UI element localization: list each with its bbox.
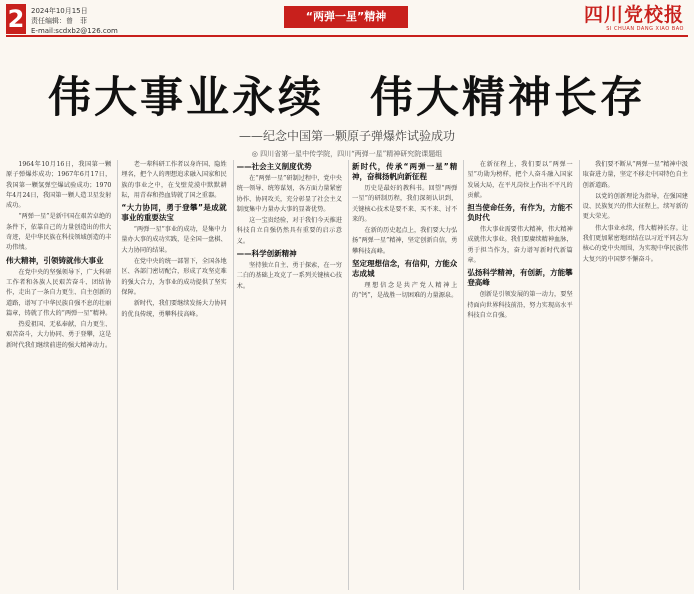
paper-name: 四川党校报 [583, 4, 684, 26]
issue-date: 2024年10月15日 [31, 7, 88, 15]
body-paragraph: 创新是引领发展的第一动力，要坚持面向世界科技前沿，努力实现高水平科技自立自强。 [467, 291, 573, 319]
body-paragraph: 在党中央的统一部署下，全国各地区、各部门密切配合，形成了攻坚克难的强大合力，为事业的成功提供了坚实保障。 [121, 258, 227, 296]
section-heading: ——科学创新精神 [236, 249, 297, 259]
body-paragraph: 在“两弹一星”研制过程中，党中央统一领导、统筹谋划，各方面力量紧密协作、协同攻关，充分彰显了社会主义制度集中力量办大事的显著优势。 [236, 175, 342, 213]
body-paragraph: 理想信念是共产党人精神上的“钙”，是战胜一切困难的力量源泉。 [351, 282, 458, 300]
section-heading: ——社会主义制度优势 [236, 162, 312, 171]
article-subheadline: ——纪念中国第一颗原子弹爆炸试验成功 [238, 129, 455, 143]
text-column [579, 160, 688, 590]
body-paragraph: 在新的历史起点上，我们要大力弘扬“两弹一星”精神，坚定创新自信，勇攀科技高峰。 [351, 227, 458, 255]
body-paragraph: 坚持独立自主、勇于探索，在一穷二白的基础上攻克了一系列关键核心技术。 [236, 262, 342, 290]
text-column [463, 160, 572, 590]
body-paragraph: “两弹一星”是新中国在艰苦卓绝的条件下，依靠自己的力量创造出的伟大奇迹，是中华民族在科技领域创造的丰功伟绩。 [6, 213, 112, 252]
editor-credit: 责任编辑：曾 菲 [31, 17, 87, 25]
section-heading: 坚定理想信念，有信仰，方能众志成城 [351, 259, 458, 279]
article-headline: 伟大事业永续 伟大精神长存 [48, 73, 646, 123]
body-paragraph: 历史是最好的教科书。回望“两弹一星”的研制历程，我们深刻认识到，关键核心技术是要不来、买不来、讨不来的。 [351, 185, 458, 223]
body-paragraph: 热爱祖国、无私奉献，自力更生、艰苦奋斗，大力协同、勇于登攀，这是新时代我们继续前进的强大精神动力。 [6, 321, 112, 349]
article-byline: ◎ 四川省第一星中传学院，四川“两弹一星”精神研究院课题组 [251, 150, 443, 158]
paper-name-en: SI CHUAN DANG XIAO BAO [606, 26, 684, 32]
body-paragraph: 伟大事业需要伟大精神，伟大精神成就伟大事业。我们要赓续精神血脉，勇于担当作为，奋力谱写新时代新篇章。 [467, 226, 573, 265]
text-column [233, 160, 342, 590]
body-paragraph: 在新征程上，我们要以“两弹一星”功勋为榜样，把个人奋斗融入国家发展大局，在平凡岗位上作出不平凡的贡献。 [467, 161, 573, 199]
article-body [6, 160, 688, 590]
section-heading: 新时代，传承“两弹一星”精神，奋楫扬帆向新征程 [351, 162, 458, 181]
page-number: 2 [7, 5, 25, 33]
section-heading: 伟大精神，引领铸就伟大事业 [6, 255, 104, 265]
section-heading: 弘扬科学精神，有创新，方能攀登高峰 [467, 268, 573, 288]
body-paragraph: 老一辈科研工作者以身许国、隐姓埋名，把个人的理想追求融入国家和民族的事业之中，在戈壁荒漠中默默耕耘，用青春和热血铸就了国之重器。 [121, 161, 227, 199]
issue-meta [31, 6, 118, 35]
body-paragraph: 新时代，我们要继续发扬大力协同的优良传统，勇攀科技高峰。 [121, 300, 227, 318]
text-column [348, 160, 457, 590]
body-paragraph: 我们要不断从“两弹一星”精神中汲取奋进力量，坚定不移走中国特色自主创新道路。 [582, 161, 688, 189]
text-column [117, 160, 226, 590]
body-paragraph: 伟大事业永续，伟大精神长存。让我们更加紧密地团结在以习近平同志为核心的党中央周围，为实现中华民族伟大复兴的中国梦不懈奋斗。 [582, 224, 688, 263]
contact-email: E-mail:scdxb2@126.com [31, 27, 118, 35]
masthead-logo [584, 4, 684, 32]
text-column [6, 160, 111, 590]
body-paragraph: 以党的创新理论为指导，在强国建设、民族复兴的伟大征程上，续写新的更大荣光。 [582, 192, 688, 221]
body-paragraph: 在党中央的坚强领导下，广大科研工作者和各族人民艰苦奋斗、团结协作，走出了一条自力更生、自主创新的道路，谱写了中华民族自强不息的壮丽篇章，铸就了伟大的“两弹一星”精神。 [6, 268, 112, 317]
section-heading: “大力协同，勇于登攀”是成就事业的重要法宝 [121, 203, 227, 223]
section-heading: 担当使命任务，有作为，方能不负时代 [467, 203, 573, 223]
body-paragraph: “两弹一星”事业的成功，是集中力量办大事的成功实践，是全国一盘棋、大力协同的结果。 [121, 226, 227, 254]
body-paragraph: 1964年10月16日，我国第一颗原子弹爆炸成功；1967年6月17日，我国第一颗氢弹空爆试验成功；1970年4月24日，我国第一颗人造卫星发射成功。 [6, 161, 112, 210]
body-paragraph: 这一宝贵经验，对于我们今天推进科技自立自强仍然具有重要的启示意义。 [236, 217, 342, 245]
header-rule [6, 35, 688, 37]
column-tag: “两弹一星”精神 [284, 6, 408, 28]
